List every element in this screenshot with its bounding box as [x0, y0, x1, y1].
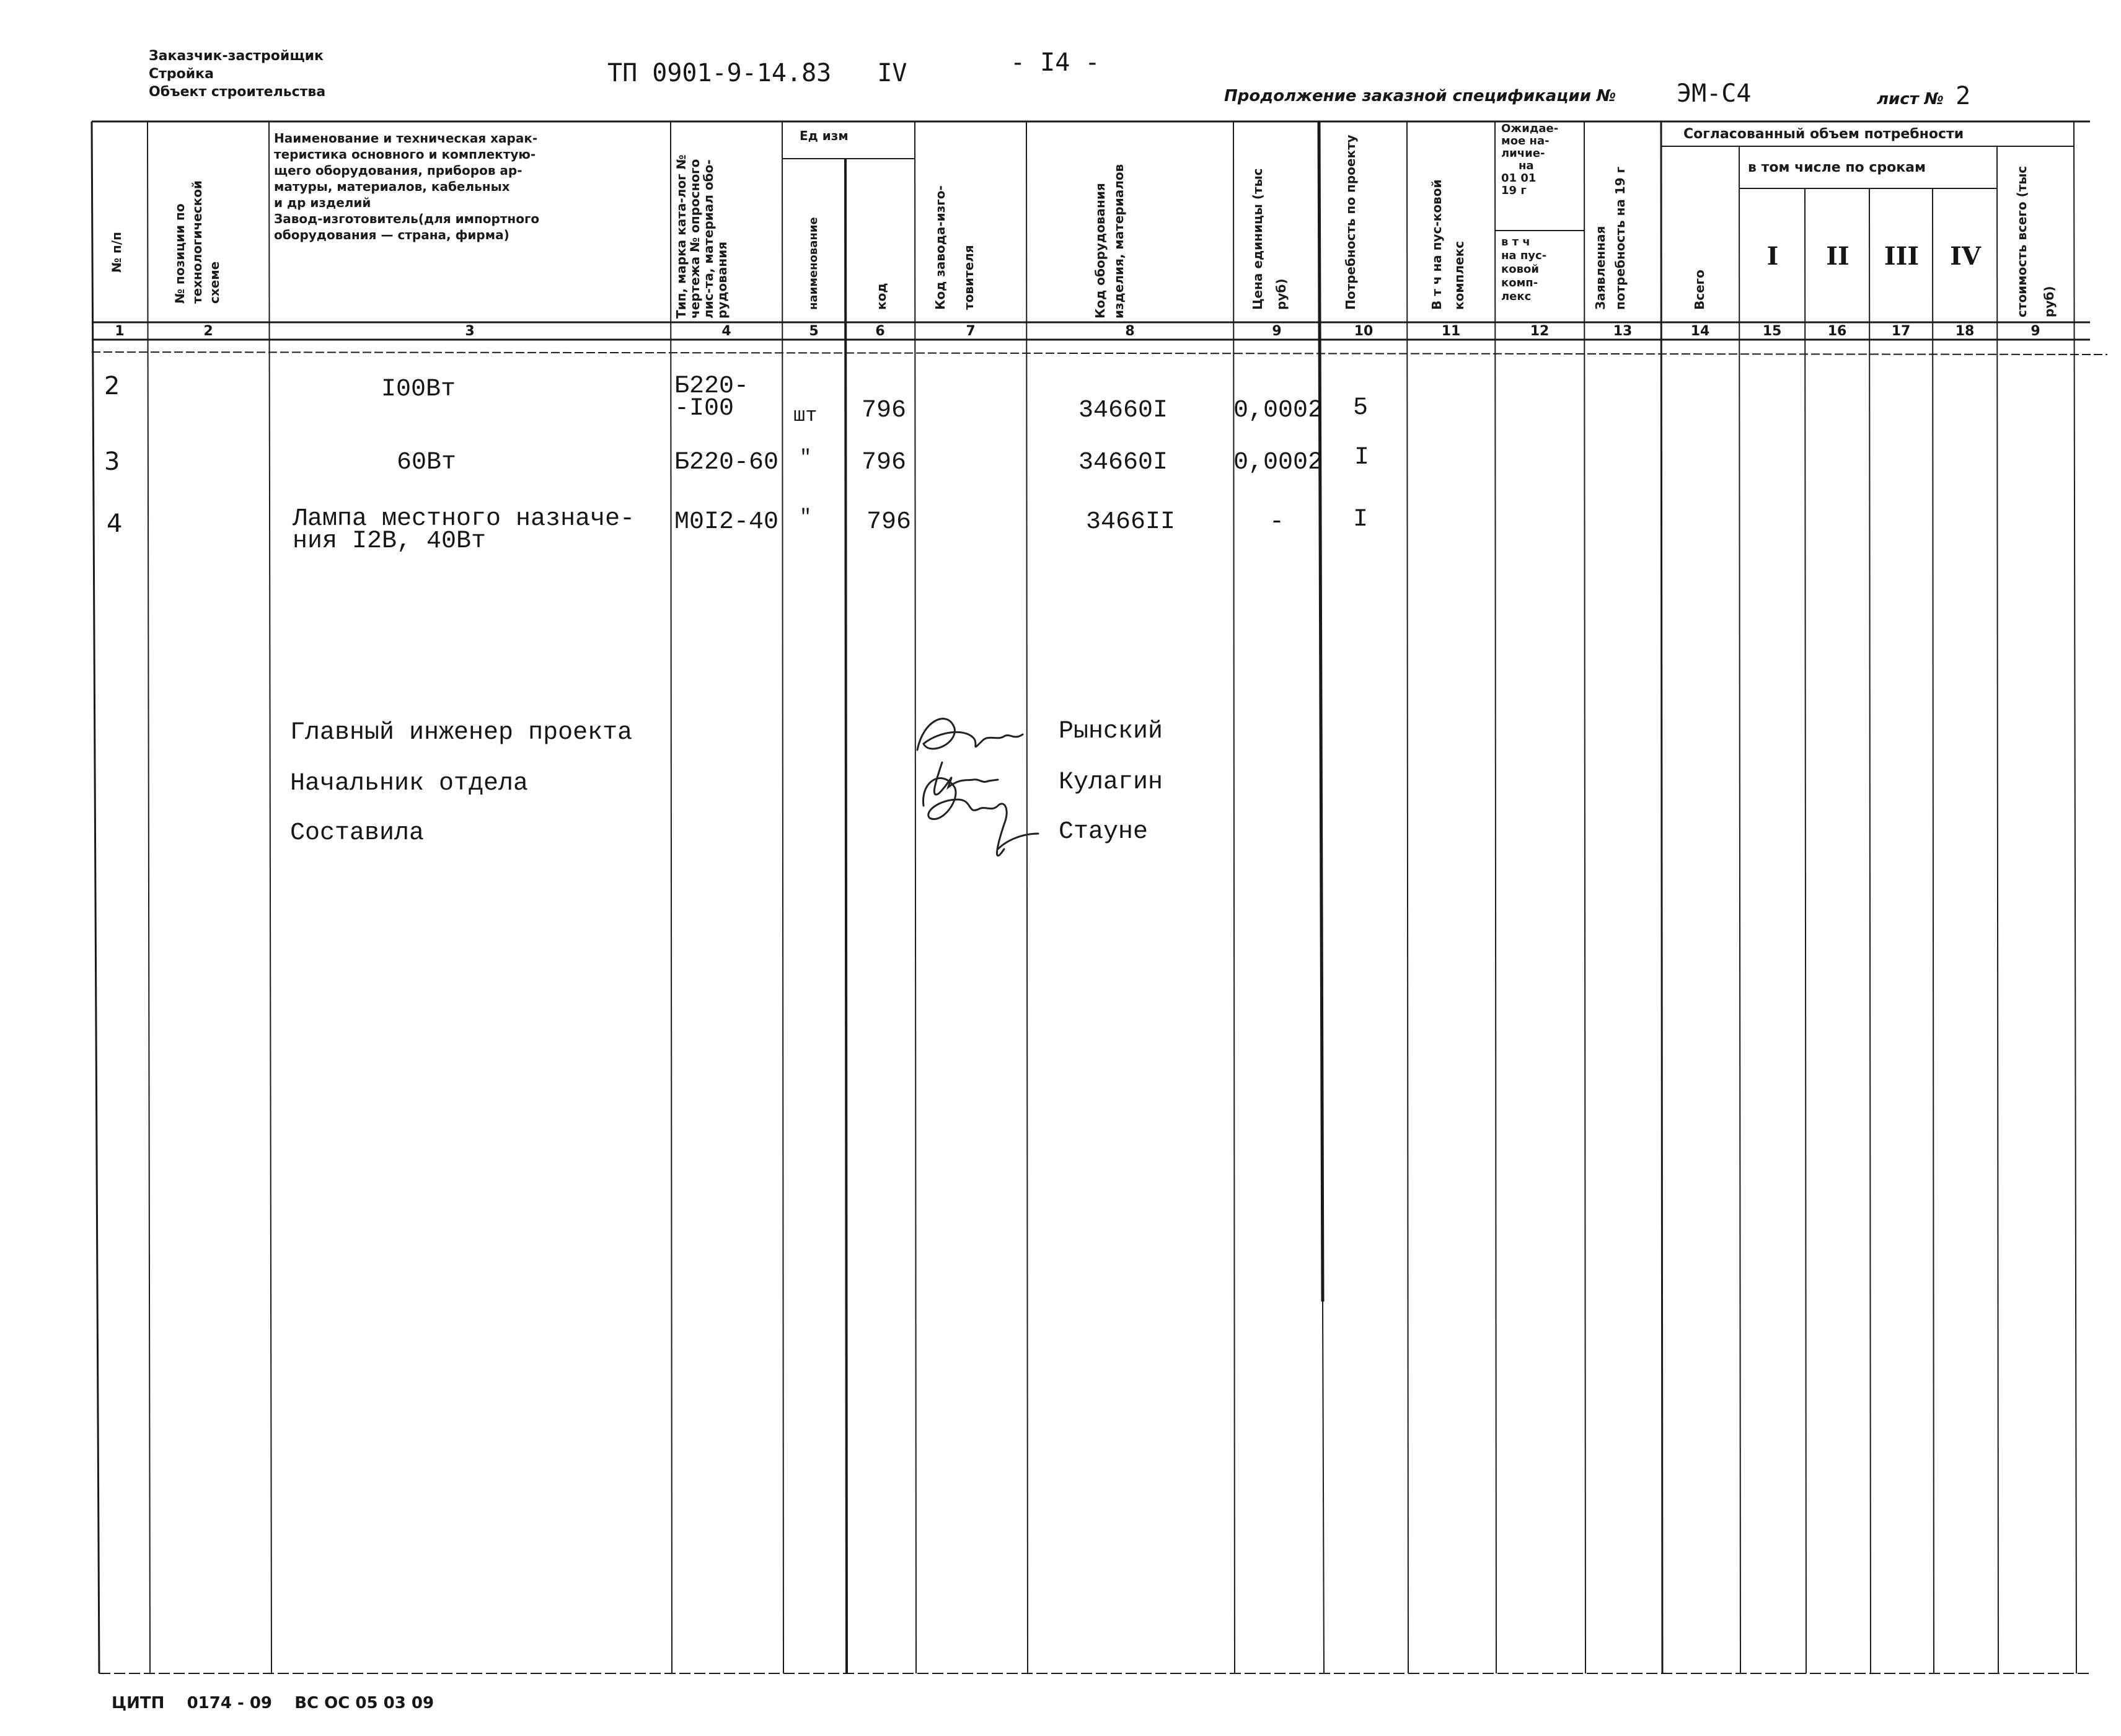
item-unit-code: 796 — [862, 397, 907, 425]
col-header-8: Код оборудования изделия, материалов — [1093, 164, 1126, 319]
col-header-2: № позиции по технологической схеме — [172, 180, 222, 304]
page-number: - I4 - — [1010, 48, 1100, 77]
site-label: Стройка — [149, 66, 214, 82]
col-number: 11 — [1441, 324, 1461, 339]
col-number: 17 — [1891, 324, 1911, 339]
col-header-12b-line: на пус- — [1501, 249, 1547, 262]
signature-name: Стауне — [1059, 818, 1149, 846]
col-header-9: Цена единицы (тыс руб) — [1250, 168, 1289, 310]
object-label: Объект строительства — [149, 84, 326, 100]
col-header-12b-line: ковой — [1501, 263, 1539, 276]
quarter-header-3: III — [1884, 242, 1920, 271]
col-header-3-line: теристика основного и комплектую- — [274, 147, 536, 162]
item-type: М0I2-40 — [674, 508, 779, 536]
item-unit: " — [800, 446, 812, 469]
spec-number: ЭМ-С4 — [1677, 79, 1752, 108]
sheet-number: 2 — [1956, 82, 1971, 110]
item-name: I00Вт — [381, 376, 456, 403]
item-type-line: -I00 — [674, 395, 734, 423]
col-number: 15 — [1762, 324, 1782, 339]
col-header-3-line: Завод-изготовитель(для импортного — [274, 211, 540, 226]
col-header-3 — [274, 130, 671, 243]
item-name — [293, 505, 635, 555]
item-name-line: ния I2В, 40Вт — [293, 527, 487, 555]
item-need: I — [1354, 444, 1370, 472]
col-number: 9 — [2031, 324, 2040, 339]
col-header-3-line: и др изделий — [274, 195, 371, 210]
col-header-3-line: щего оборудования, приборов ар- — [274, 163, 523, 178]
customer-label: Заказчик-застройщик — [149, 48, 324, 64]
col-number: 13 — [1613, 324, 1633, 339]
row-number: 2 — [104, 372, 120, 400]
item-unit-code: 796 — [862, 449, 907, 477]
col-number: 18 — [1955, 324, 1975, 339]
col-header-3-line: матуры, материалов, кабельных — [274, 179, 510, 194]
col-header-3-line: оборудования — страна, фирма) — [274, 227, 509, 242]
item-type — [674, 372, 749, 423]
col-number: 14 — [1690, 324, 1710, 339]
col-number: 8 — [1125, 324, 1135, 339]
col-header-11: В т ч на пус-ковой комплекс — [1429, 179, 1466, 310]
col-header-14: Всего — [1692, 270, 1707, 310]
col-header-3-line: Наименование и техническая харак- — [274, 131, 538, 146]
col-header-12b-line: лекс — [1501, 290, 1532, 303]
item-unit: шт — [793, 404, 818, 427]
col-number: 2 — [203, 324, 213, 339]
col-header-1: № п/п — [109, 232, 124, 273]
col-header-12-line: личие- — [1501, 147, 1545, 160]
sheet-label-text: лист № — [1877, 90, 1944, 108]
signature-name: Рынский — [1059, 718, 1163, 746]
item-name: 60Вт — [397, 449, 457, 477]
row-number: 4 — [107, 509, 123, 538]
col-header-12-line: 01 01 — [1501, 172, 1537, 185]
col-header-4: Тип, марка ката-лог № чертежа № опросного лис-та, материал обо-рудования — [674, 154, 730, 319]
col-number: 5 — [809, 324, 819, 339]
item-equip-code: 34660I — [1078, 449, 1168, 477]
agreed-group-header: Согласованный объем потребности — [1683, 126, 1964, 142]
signature-role: Главный инженер проекта — [290, 719, 633, 747]
item-name-line: Лампа местного назначе- — [293, 505, 635, 533]
col-number: 4 — [721, 324, 731, 339]
col-header-13: Заявленная потребность на 19 г — [1593, 166, 1628, 310]
col-number: 16 — [1827, 324, 1847, 339]
item-price: 0,0002 — [1233, 449, 1323, 477]
col-header-7: Код завода-изго-товителя — [933, 185, 976, 310]
item-unit-code: 796 — [866, 508, 912, 536]
col-number: 1 — [115, 324, 125, 339]
project-code-text: ТП 0901-9-14.83 — [607, 59, 832, 87]
item-equip-code: 3466II — [1086, 508, 1176, 536]
col-number: 6 — [875, 324, 885, 339]
col-number: 9 — [1272, 324, 1282, 339]
signature-name: Кулагин — [1059, 769, 1163, 796]
item-unit: " — [800, 506, 812, 529]
item-need: I — [1353, 506, 1369, 534]
item-type-line: Б220- — [674, 372, 749, 400]
col-header-12-line: на — [1519, 159, 1534, 172]
item-equip-code: 34660I — [1078, 397, 1168, 425]
handwritten-signatures — [905, 707, 1054, 911]
unit-group-header: Ед изм — [800, 128, 849, 143]
row-number: 3 — [104, 447, 120, 476]
col-header-10: Потребность по проекту — [1343, 134, 1358, 310]
col-header-12b — [1501, 236, 1546, 304]
col-number: 10 — [1354, 324, 1374, 339]
col-header-19: стоимость всего (тыс руб) — [2014, 165, 2057, 317]
col-header-12b-line: в т ч — [1501, 236, 1530, 249]
col-header-6: код — [874, 283, 889, 310]
by-terms-header: в том числе по срокам — [1748, 160, 1926, 175]
col-header-12-line: Ожидае- — [1501, 122, 1559, 135]
col-header-5: наименование — [807, 217, 820, 310]
quarter-header-2: II — [1826, 242, 1850, 271]
col-number: 7 — [966, 324, 976, 339]
signature-role: Начальник отдела — [290, 770, 529, 798]
col-header-12b-line: комп- — [1501, 276, 1538, 289]
col-header-12-line: мое на- — [1501, 134, 1550, 148]
item-type: Б220-60 — [674, 449, 779, 477]
col-number: 12 — [1530, 324, 1550, 339]
col-header-12-line: 19 г — [1501, 184, 1527, 197]
col-number: 3 — [465, 324, 475, 339]
footer-stamp: ЦИТП 0174 - 09 ВС ОС 05 03 09 — [112, 1694, 434, 1712]
continuation-label: Продолжение заказной спецификации № — [1224, 87, 1616, 105]
quarter-header-1: I — [1766, 242, 1779, 271]
item-need: 5 — [1353, 394, 1369, 422]
quarter-header-4: IV — [1950, 242, 1981, 271]
item-price: 0,0002 — [1233, 397, 1323, 425]
volume-text: IV — [877, 59, 907, 87]
item-price: - — [1269, 508, 1285, 536]
col-header-12 — [1501, 123, 1558, 197]
signature-role: Составила — [290, 819, 425, 847]
